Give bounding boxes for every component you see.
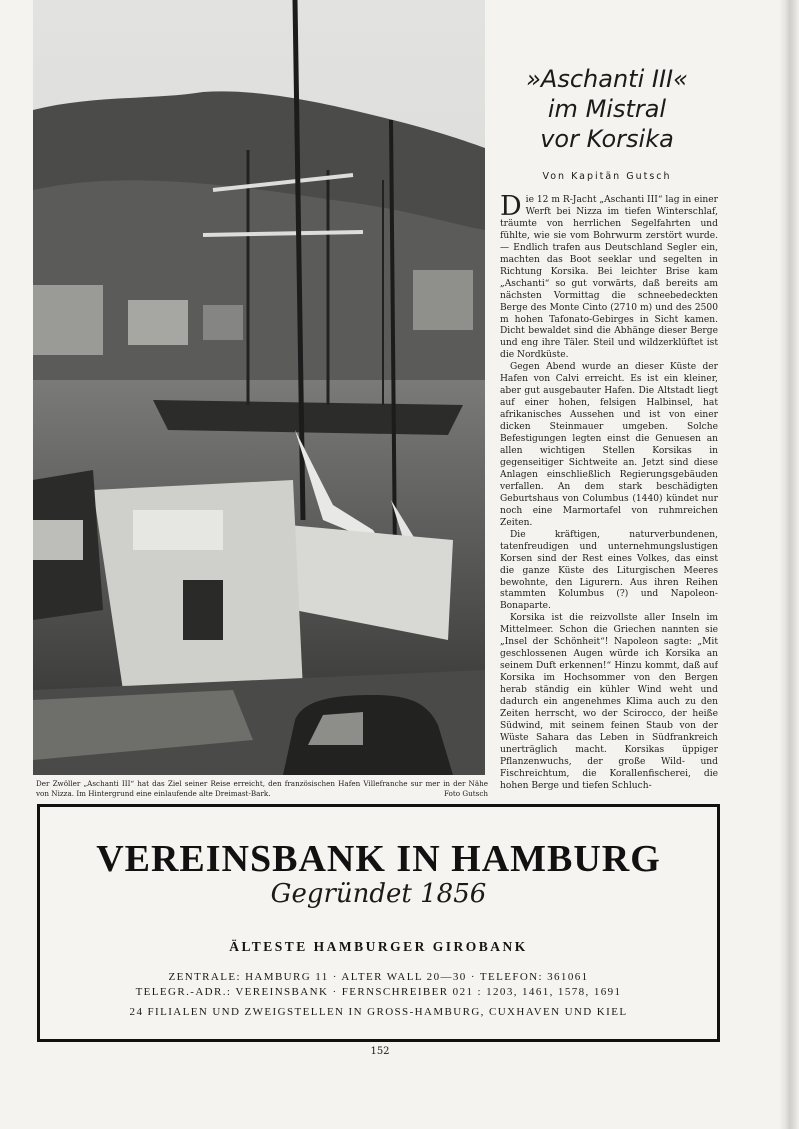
page-edge-shadow [779, 0, 799, 1129]
harbor-photo [33, 0, 485, 775]
article-paragraph: Korsika ist die reizvollste aller Inseln im Mittelmeer. Schon die Griechen nannten sie „Insel der Schönheit“! Napoleon sagte: „Mit geschlossenen Augen würde ich Korsika an seinem Duft erkennen!“ Hinzu kommt, daß auf Korsika im Hochsommer von den Bergen herab ständig ein kühler Wind weht und dadurch ein angenehmes Klima auch zu den Zeiten herrscht, wo der Scirocco, der heiße Südwind, mit seinem feinen Staub von der Wüste Sahara das Leben in Südfrankreich unerträglich macht. Korsikas üppiger Pflanzenwuchs, der große Wild- und Fischreichtum, die Korallenfischerei, die hohen Berge und tiefen Schluch- [500, 613, 718, 791]
article-paragraph: Gegen Abend wurde an dieser Küste der Hafen von Calvi erreicht. Es ist ein kleiner, aber gut ausgebauter Hafen. Die Altstadt liegt auf einer hohen, felsigen Halbinsel, hat afrikanisches Aussehen und ist von einer dicken Steinmauer umgeben. Solche Befestigungen legten einst die Genuesen an allen wichtigen Stellen Korsikas in gegenseitiger Sichtweite an. Jetzt sind diese Anlagen einschließlich Regierungsgebäuden verfallen. An dem stark beschädigten Geburtshaus von Columbus (1440) kündet nur noch eine Marmortafel von ruhmreichen Zeiten. [500, 362, 718, 528]
bank-founded: Gegründet 1856 [270, 879, 487, 909]
article-body [500, 195, 718, 800]
bank-name: VEREINSBANK IN HAMBURG [96, 838, 661, 880]
photo-credit: Foto Gutsch [443, 788, 488, 798]
page-number: 152 [370, 1046, 390, 1057]
caption-text: Der Zwöller „Aschanti III“ hat das Ziel seiner Reise erreicht, den französischen Hafen Villefranche sur mer in der Nähe von Nizza. Im Hintergrund eine einlaufende alte Dreimast-Bark. [36, 779, 488, 798]
article-paragraph: Die kräftigen, naturverbundenen, tatenfreudigen und unternehmungslustigen Korsen sind der Rest eines Volkes, das einst die ganze Küste des Liturgischen Meeres bewohnte, den Ligurern. Aus ihren Reihen stammten Kolumbus (?) und Napoleon-Bonaparte. [500, 529, 718, 612]
title-line-3: vor Korsika [540, 125, 674, 153]
bank-branches-line: 24 FILIALEN UND ZWEIGSTELLEN IN GROSS-HAMBURG, CUXHAVEN UND KIEL [129, 1006, 628, 1018]
article-byline: Von Kapitän Gutsch [542, 171, 672, 182]
photo-caption [36, 779, 488, 798]
bank-telegraph-line: TELEGR.-ADR.: VEREINSBANK · FERNSCHREIBER 021 : 1203, 1461, 1578, 1691 [135, 986, 622, 998]
paragraph-text: ie 12 m R-Jacht „Aschanti III“ lag in einer Werft bei Nizza im tiefen Winterschlaf, träumte von herrlichen Segelfahrten und fühlte, wie sie vom Bohrwurm zerstört wurde. — Endlich trafen aus Deutschland Segler ein, machten das Boot seeklar und segelten in Richtung Korsika. Bei leichter Brise kam „Aschanti“ so gut vorwärts, daß bereits am nächsten Vormittag die schneebedeckten Berge des Monte Cinto (2710 m) und des 2500 m hohen Tafonato-Gebirges in Sicht kamen. Dicht bewaldet sind die Abhänge dieser Berge und eng ihre Täler. Steil und wildzerklüftet ist die Nordküste. [500, 195, 718, 361]
title-line-1: »Aschanti III« [526, 65, 688, 93]
drop-cap: D [500, 195, 522, 222]
bank-advertisement [37, 804, 720, 1042]
article-title [497, 64, 717, 154]
article-paragraph [500, 195, 718, 362]
harbor-photo-illustration [33, 0, 485, 775]
title-line-2: im Mistral [547, 95, 667, 123]
bank-tagline: ÄLTESTE HAMBURGER GIROBANK [229, 939, 528, 954]
bank-address-line: ZENTRALE: HAMBURG 11 · ALTER WALL 20—30 · TELEFON: 361061 [168, 971, 589, 983]
